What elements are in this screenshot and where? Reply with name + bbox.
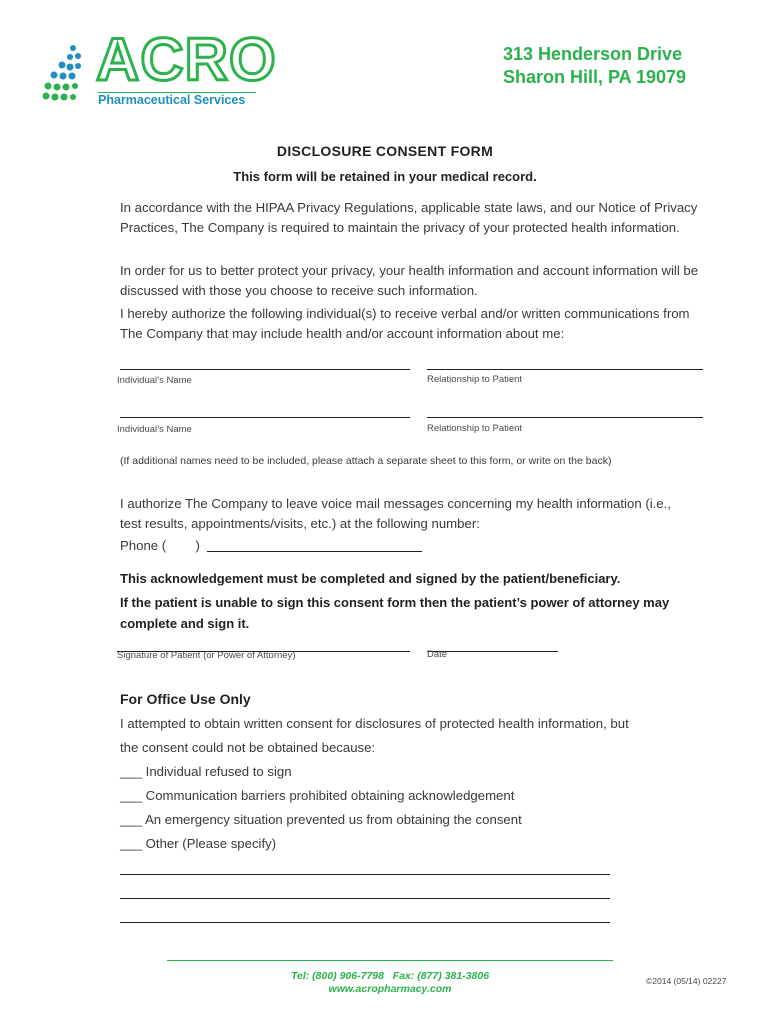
address-line-1: 313 Henderson Drive [503,44,683,64]
relationship-label-1: Relationship to Patient [427,374,523,385]
relationship-label-2: Relationship to Patient [427,423,523,434]
relationship-field-2[interactable] [427,417,703,418]
individual-name-label-1: Individual’s Name [117,375,192,386]
footer-divider [167,960,613,961]
office-option-communication-barriers[interactable]: ___ Communication barriers prohibited obtaining acknowledgement [120,788,515,803]
copyright-notice: ©2014 (05/14) 02227 [646,976,727,986]
other-specify-line-1[interactable] [120,874,610,875]
signature-label: Signature of Patient (or Power of Attorney) [117,650,296,661]
footer-phone-fax: Tel: (800) 906-7798 Fax: (877) 381-3806 [290,970,490,982]
form-title: DISCLOSURE CONSENT FORM [276,143,494,159]
acknowledgement-notice: This acknowledgement must be completed and signed by the patient/beneficiary. [120,571,621,586]
phone-number-field[interactable] [207,551,422,552]
office-option-other[interactable]: ___ Other (Please specify) [120,836,277,851]
individual-name-field-1[interactable] [120,369,410,370]
authorization-paragraph: I hereby authorize the following individual(s) to receive verbal and/or written communications from The Company that may include health and/or account information about me: [120,306,690,341]
office-option-refused[interactable]: ___ Individual refused to sign [120,764,292,779]
logo-wordmark: ACRO [96,26,277,93]
phone-label: Phone ( ) [120,538,200,553]
office-intro-line-1: I attempted to obtain written consent for disclosures of protected health information, but [120,716,629,731]
individual-name-label-2: Individual’s Name [117,424,192,435]
voicemail-paragraph: I authorize The Company to leave voice mail messages concerning my health information (i.e., test results, appointments/visits, etc.) at the following number: [120,496,671,531]
form-subtitle: This form will be retained in your medical record. [233,169,537,184]
office-option-emergency[interactable]: ___ An emergency situation prevented us from obtaining the consent [120,812,522,827]
hipaa-paragraph: In accordance with the HIPAA Privacy Regulations, applicable state laws, and our Notice of Privacy Practices, The Company is required to maintain the privacy of your protected health information. [120,200,698,235]
footer-contact [167,970,613,996]
additional-names-note: (If additional names need to be included, please attach a separate sheet to this form, or write on the back) [120,455,612,467]
power-of-attorney-notice: If the patient is unable to sign this consent form then the patient’s power of attorney may complete and sign it. [120,595,670,631]
logo-subtitle: Pharmaceutical Services [98,92,256,107]
other-specify-line-3[interactable] [120,922,610,923]
office-use-heading: For Office Use Only [120,691,251,707]
acro-logo-mark [40,42,102,104]
address-line-2: Sharon Hill, PA 19079 [503,67,687,87]
individual-name-field-2[interactable] [120,417,410,418]
office-intro-line-2: the consent could not be obtained because: [120,740,376,755]
footer-website-link[interactable]: www.acropharmacy.com [328,983,452,995]
privacy-paragraph: In order for us to better protect your privacy, your health information and account information will be discussed with those you choose to receive such information. [120,263,699,298]
relationship-field-1[interactable] [427,369,703,370]
date-label: Date [427,649,448,660]
other-specify-line-2[interactable] [120,898,610,899]
